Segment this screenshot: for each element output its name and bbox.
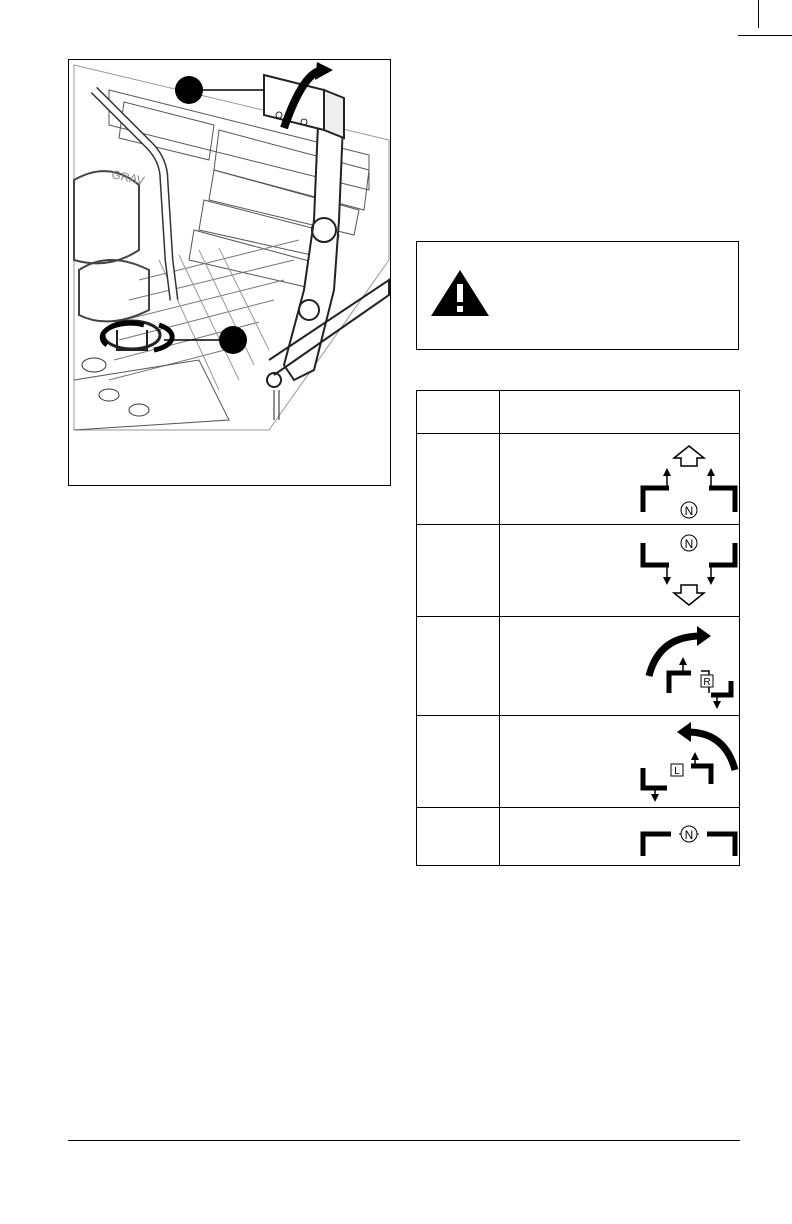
forward-steering-icon [639,440,739,520]
reverse-steering-icon [639,531,739,611]
callout-marker-knob [219,326,247,354]
left-turn-icon [635,718,745,808]
svg-text:R: R [703,677,711,688]
svg-text:L: L [674,766,680,777]
table-row-reverse [417,524,739,616]
svg-text:N: N [684,504,694,518]
svg-text:GRAV: GRAV [110,167,146,188]
callout-marker-lever [175,76,203,104]
neutral-position-icon [639,818,739,858]
mower-illustration-figure [68,59,391,486]
right-turn-icon [639,621,739,711]
svg-text:N: N [684,828,694,842]
crop-mark-vertical [758,0,759,28]
svg-text:N: N [684,537,694,551]
table-row-left-turn [417,715,739,807]
crop-mark-horizontal [738,35,792,36]
mower-drawing [69,60,391,486]
table-header-row [417,391,739,433]
table-row-forward [417,433,739,524]
table-row-neutral [417,807,739,865]
warning-triangle-icon [429,268,491,318]
footer-rule [68,1140,740,1141]
warning-box [416,241,739,350]
table-row-right-turn [417,616,739,715]
steering-control-table [416,390,740,866]
